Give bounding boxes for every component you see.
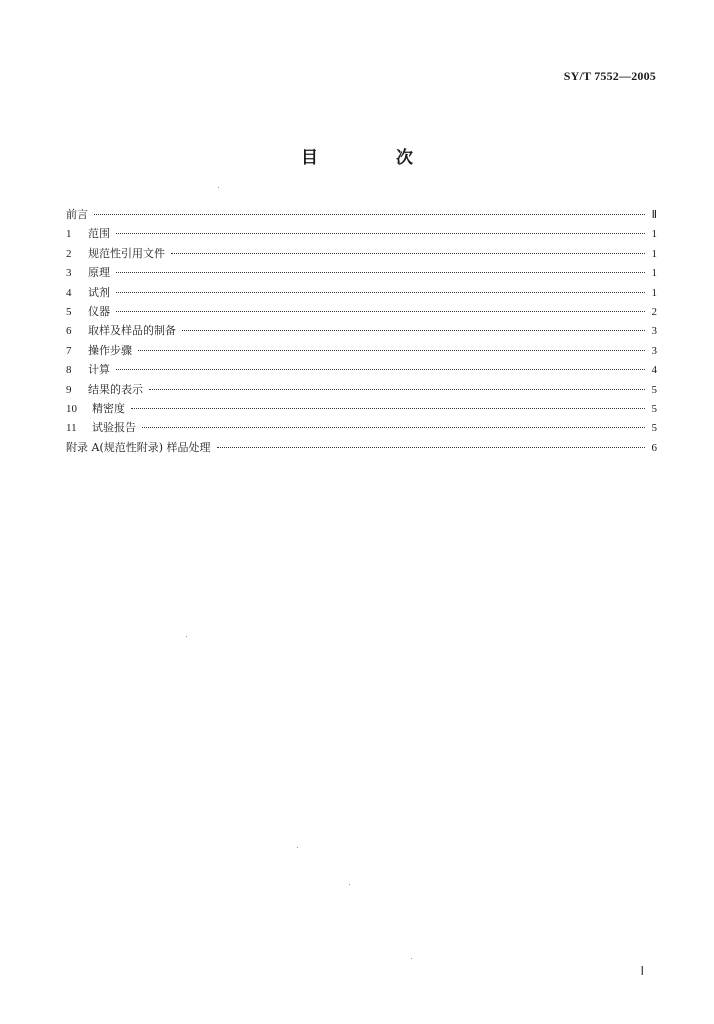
toc-entry-page: 5 [651, 422, 657, 435]
toc-entry-number: 4 [66, 286, 72, 299]
toc-entry-label: 操作步骤 [88, 343, 132, 357]
toc-entry-10[interactable] [66, 399, 657, 418]
toc-entry-label: 试剂 [88, 285, 110, 299]
scan-speck [186, 636, 187, 637]
toc-entry-label: 前言 [66, 208, 88, 221]
toc-entry-label: 结果的表示 [88, 382, 143, 396]
scan-speck [218, 187, 219, 188]
toc-entry-3[interactable] [66, 263, 657, 282]
toc-entry-number: 10 [66, 402, 77, 415]
dot-leader [171, 252, 645, 254]
dot-leader [217, 446, 645, 448]
toc-entry-label: 计算 [88, 363, 110, 377]
toc-entry-appendix-a[interactable] [66, 438, 657, 457]
dot-leader [138, 349, 645, 351]
toc-entry-5[interactable] [66, 302, 657, 321]
toc-entry-page: 2 [651, 305, 657, 318]
dot-leader [94, 213, 645, 215]
dot-leader [131, 407, 645, 409]
toc-entry-number: 11 [66, 422, 77, 435]
table-of-contents [66, 205, 657, 457]
toc-entry-label: 范围 [88, 227, 110, 241]
dot-leader [116, 291, 645, 293]
toc-entry-page: 5 [651, 402, 657, 415]
toc-entry-number: 6 [66, 325, 72, 338]
page-title: 目 次 [301, 148, 449, 168]
toc-entry-6[interactable] [66, 321, 657, 340]
toc-entry-page: 1 [651, 247, 657, 260]
toc-entry-number: 7 [66, 344, 72, 357]
toc-entry-8[interactable] [66, 360, 657, 379]
dot-leader [116, 368, 645, 370]
toc-entry-11[interactable] [66, 418, 657, 437]
toc-entry-9[interactable] [66, 380, 657, 399]
toc-entry-page: Ⅱ [651, 209, 657, 221]
scan-speck [411, 958, 412, 959]
toc-entry-number: 1 [66, 228, 72, 241]
toc-entry-label: 原理 [88, 266, 110, 280]
toc-entry-2[interactable] [66, 244, 657, 263]
toc-entry-foreword[interactable] [66, 205, 657, 224]
toc-entry-1[interactable] [66, 224, 657, 243]
toc-entry-label: 附录 A(规范性附录) 样品处理 [66, 440, 211, 454]
dot-leader [116, 310, 645, 312]
toc-entry-page: 4 [651, 364, 657, 377]
toc-entry-page: 5 [651, 383, 657, 396]
toc-entry-page: 3 [651, 344, 657, 357]
toc-entry-page: 6 [651, 441, 657, 454]
toc-entry-number: 9 [66, 383, 72, 396]
toc-entry-label: 试验报告 [92, 421, 136, 435]
toc-entry-label: 取样及样品的制备 [88, 324, 176, 338]
toc-entry-page: 1 [651, 228, 657, 241]
toc-entry-number: 5 [66, 305, 72, 318]
scan-speck [297, 847, 298, 848]
toc-entry-number: 3 [66, 267, 72, 280]
toc-entry-number: 8 [66, 364, 72, 377]
toc-entry-label: 精密度 [92, 401, 125, 415]
scan-speck [349, 884, 350, 885]
toc-entry-4[interactable] [66, 283, 657, 302]
dot-leader [149, 388, 645, 390]
dot-leader [182, 329, 645, 331]
toc-entry-page: 1 [651, 267, 657, 280]
standard-code: SY/T 7552—2005 [563, 69, 656, 83]
page-number: Ⅰ [640, 964, 644, 978]
dot-leader [142, 426, 645, 428]
toc-entry-page: 3 [651, 325, 657, 338]
dot-leader [116, 271, 645, 273]
toc-entry-label: 规范性引用文件 [88, 246, 165, 260]
toc-entry-7[interactable] [66, 341, 657, 360]
dot-leader [116, 232, 645, 234]
toc-entry-label: 仪器 [88, 304, 110, 318]
toc-entry-number: 2 [66, 247, 72, 260]
toc-entry-page: 1 [651, 286, 657, 299]
